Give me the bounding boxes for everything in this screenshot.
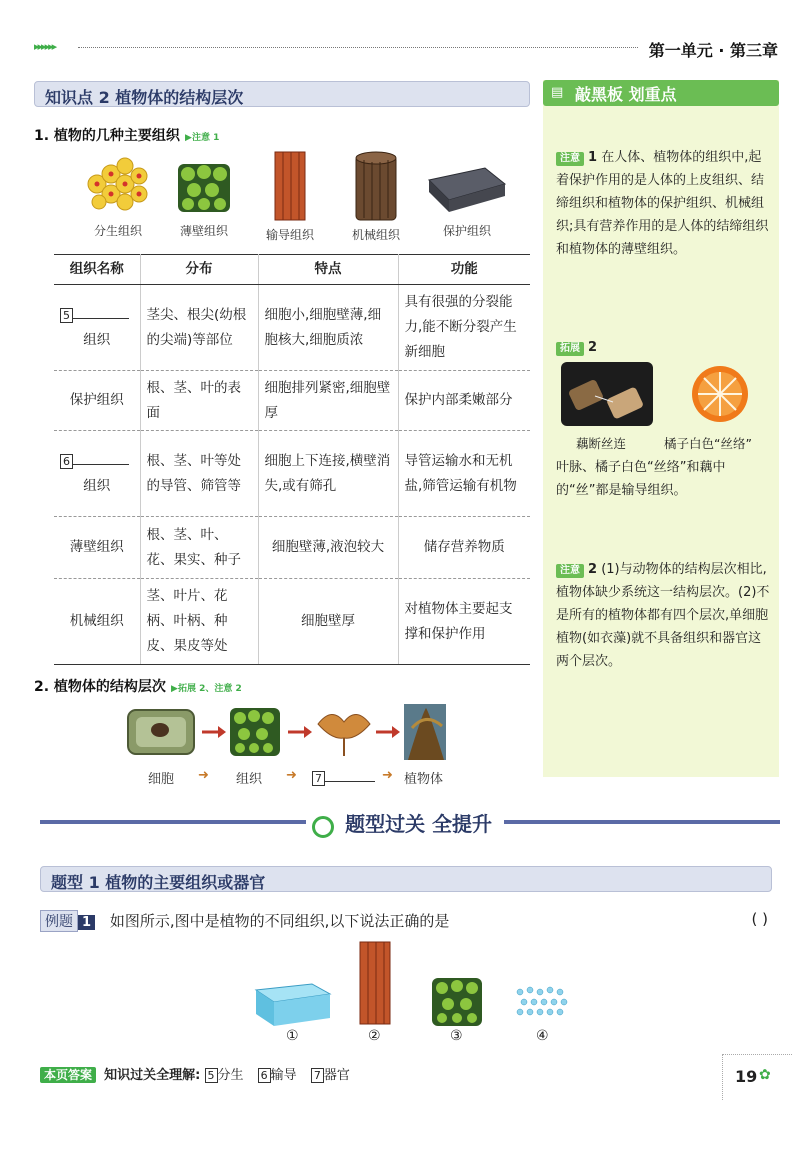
banner-line-left	[40, 820, 306, 824]
example-image-1	[252, 980, 332, 1028]
arrow-icon	[202, 726, 226, 738]
feature-cell: 细胞小,细胞壁薄,细胞核大,细胞质浓	[258, 285, 398, 371]
section-title: 知识点 2 植物体的结构层次	[45, 88, 244, 107]
distribution-cell: 根、茎、叶、花、果实、种子	[140, 517, 258, 579]
blackboard-icon: ▤	[551, 85, 564, 100]
tissue-name-cell	[54, 431, 140, 517]
tissue-name: 组织	[83, 331, 111, 348]
mechanical-image	[352, 150, 400, 222]
vascular-image	[272, 150, 308, 222]
answers-tag: 本页答案	[40, 1067, 96, 1083]
levels-images	[126, 704, 446, 760]
column-header: 功能	[398, 255, 530, 285]
image-caption: 橘子白色“丝络”	[664, 436, 752, 451]
function-cell: 储存营养物质	[398, 517, 530, 579]
note-tag: 注意	[556, 564, 584, 578]
level-body: 植物体	[404, 772, 444, 787]
sidebar-note-2	[556, 558, 772, 673]
image-label: ②	[368, 1028, 381, 1044]
orange-image	[688, 362, 752, 426]
tissue-gallery	[80, 150, 510, 243]
tissue-label: 保护组织	[442, 224, 491, 238]
level-blank	[312, 768, 375, 786]
section-title: 题型 1 植物的主要组织或器官	[51, 873, 266, 892]
fill-blank	[73, 451, 129, 465]
arrow-icon: ➜	[286, 768, 297, 783]
function-cell: 保护内部柔嫩部分	[398, 371, 530, 431]
sidebar-ext-2-text: 叶脉、橘子白色“丝络”和藕中的“丝”都是输导组织。	[556, 460, 726, 498]
example-image-4	[514, 984, 572, 1022]
leaf-image	[318, 714, 370, 756]
function-cell: 导管运输水和无机盐,筛管运输有机物	[398, 431, 530, 517]
distribution-cell: 根、茎、叶的表面	[140, 371, 258, 431]
feature-cell: 细胞壁厚	[258, 579, 398, 665]
answer-number: 7	[311, 1068, 324, 1083]
sidebar-header	[543, 80, 779, 106]
tissue-image	[230, 708, 280, 756]
fill-blank	[73, 305, 129, 319]
banner-title: 题型过关 全提升	[345, 812, 493, 836]
image-label: ④	[536, 1028, 549, 1044]
tissue-label: 机械组织	[351, 228, 400, 242]
column-header: 特点	[258, 255, 398, 285]
fill-blank	[325, 768, 375, 782]
table-row	[54, 285, 530, 371]
question-text: 如图所示,图中是植物的不同组织,以下说法正确的是	[109, 912, 450, 930]
note-text: (1)与动物体的结构层次相比,植物体缺少系统这一结构层次。(2)不是所有的植物体都有四个层次,单细胞植物(如衣藻)就不具备组织和器官这两个层次。	[556, 562, 770, 669]
example-question	[40, 910, 776, 932]
sprout-icon: ✿	[759, 1067, 771, 1083]
banner	[312, 808, 492, 838]
distribution-cell: 茎、叶片、花柄、叶柄、种皮、果皮等处	[140, 579, 258, 665]
note-reference: ▶注意 1	[185, 133, 220, 143]
tissue-label: 薄壁组织	[179, 224, 228, 238]
section-bar	[34, 81, 530, 107]
example-image-2	[358, 940, 392, 1026]
sidebar-ext-2-header	[556, 336, 597, 359]
tissue-name-cell	[54, 285, 140, 371]
table-row	[54, 371, 530, 431]
example-tag: 例题	[40, 910, 78, 932]
tissue-protective	[424, 150, 510, 243]
column-header: 组织名称	[54, 255, 140, 285]
chapter-title: 第一单元 · 第三章	[648, 41, 778, 60]
image-label: ③	[450, 1028, 463, 1044]
subsection-2	[34, 676, 242, 696]
image-label: ①	[286, 1028, 299, 1044]
function-cell: 对植物体主要起支撑和保护作用	[398, 579, 530, 665]
tissue-vascular	[252, 150, 328, 243]
page-number-box	[722, 1054, 792, 1100]
example-number: 1	[78, 915, 95, 930]
extension-tag: 拓展	[556, 342, 584, 356]
tissue-table	[54, 254, 530, 665]
tissue-name-cell: 保护组织	[54, 371, 140, 431]
note-number: 2	[588, 562, 598, 577]
answers-label: 知识过关全理解:	[104, 1068, 201, 1083]
level-tissue: 组织	[236, 772, 263, 787]
column-header: 分布	[140, 255, 258, 285]
feature-cell: 细胞排列紧密,细胞壁厚	[258, 371, 398, 431]
answer-parenthesis: ( )	[751, 910, 768, 928]
image-caption: 藕断丝连	[576, 436, 627, 451]
section-bar	[40, 866, 772, 892]
plant-image	[404, 704, 446, 760]
answer-text: 输导	[270, 1068, 297, 1083]
sidebar-note-1	[556, 146, 772, 261]
tissue-name-cell: 薄壁组织	[54, 517, 140, 579]
tissue-name: 组织	[83, 477, 111, 494]
note-text: 在人体、植物体的组织中,起着保护作用的是人体的上皮组织、结缔组织和植物体的保护组织、机械组织;具有营养作用的是人体的结缔组织和植物体的薄壁组织。	[556, 150, 769, 257]
answer-number: 5	[205, 1068, 218, 1083]
blank-number: 7	[312, 771, 325, 786]
distribution-cell: 茎尖、根尖(幼根的尖端)等部位	[140, 285, 258, 371]
blank-number: 5	[60, 308, 73, 323]
tissue-label: 输导组织	[265, 228, 314, 242]
tissue-label: 分生组织	[93, 224, 142, 238]
structure-levels-diagram	[126, 700, 456, 790]
blank-number: 6	[60, 454, 73, 469]
answer-text: 器官	[323, 1068, 350, 1083]
tissue-name-cell: 机械组织	[54, 579, 140, 665]
arrow-icon: ➜	[382, 768, 393, 783]
subsection-1	[34, 125, 219, 145]
level-cell: 细胞	[148, 772, 175, 787]
distribution-cell: 根、茎、叶等处的导管、筛管等	[140, 431, 258, 517]
target-icon	[312, 816, 334, 838]
meristem-image	[83, 150, 153, 218]
table-header-row	[54, 255, 530, 285]
table-row	[54, 431, 530, 517]
parenchyma-image	[174, 150, 234, 218]
tissue-mechanical	[338, 150, 414, 243]
function-cell: 具有很强的分裂能力,能不断分裂产生新细胞	[398, 285, 530, 371]
answer-text: 分生	[217, 1068, 244, 1083]
lotus-root-image	[561, 362, 653, 426]
page-number: 19	[735, 1067, 758, 1086]
protective-image	[425, 150, 509, 218]
note-tag: 注意	[556, 152, 584, 166]
page-answers	[40, 1064, 350, 1083]
subsection-title: 1. 植物的几种主要组织	[34, 128, 180, 144]
arrow-icon	[288, 726, 312, 738]
sidebar-title: 敲黑板 划重点	[575, 85, 677, 104]
table-row	[54, 517, 530, 579]
tissue-meristem	[80, 150, 156, 243]
example-image-3	[430, 976, 484, 1028]
header-dots: ▸▸▸▸▸▸	[34, 40, 56, 53]
example-images	[252, 940, 582, 1050]
note-reference: ▶拓展 2、注意 2	[171, 684, 242, 694]
feature-cell: 细胞上下连接,横壁消失,或有筛孔	[258, 431, 398, 517]
header-divider	[78, 47, 638, 48]
table-row	[54, 579, 530, 665]
feature-cell: 细胞壁薄,液泡较大	[258, 517, 398, 579]
tissue-parenchyma	[166, 150, 242, 243]
note-number: 1	[588, 150, 598, 165]
arrow-icon	[376, 726, 400, 738]
arrow-icon: ➜	[198, 768, 209, 783]
subsection-title: 2. 植物体的结构层次	[34, 679, 166, 695]
banner-line-right	[504, 820, 780, 824]
answer-number: 6	[258, 1068, 271, 1083]
note-number: 2	[588, 340, 598, 355]
cell-image	[128, 710, 194, 754]
